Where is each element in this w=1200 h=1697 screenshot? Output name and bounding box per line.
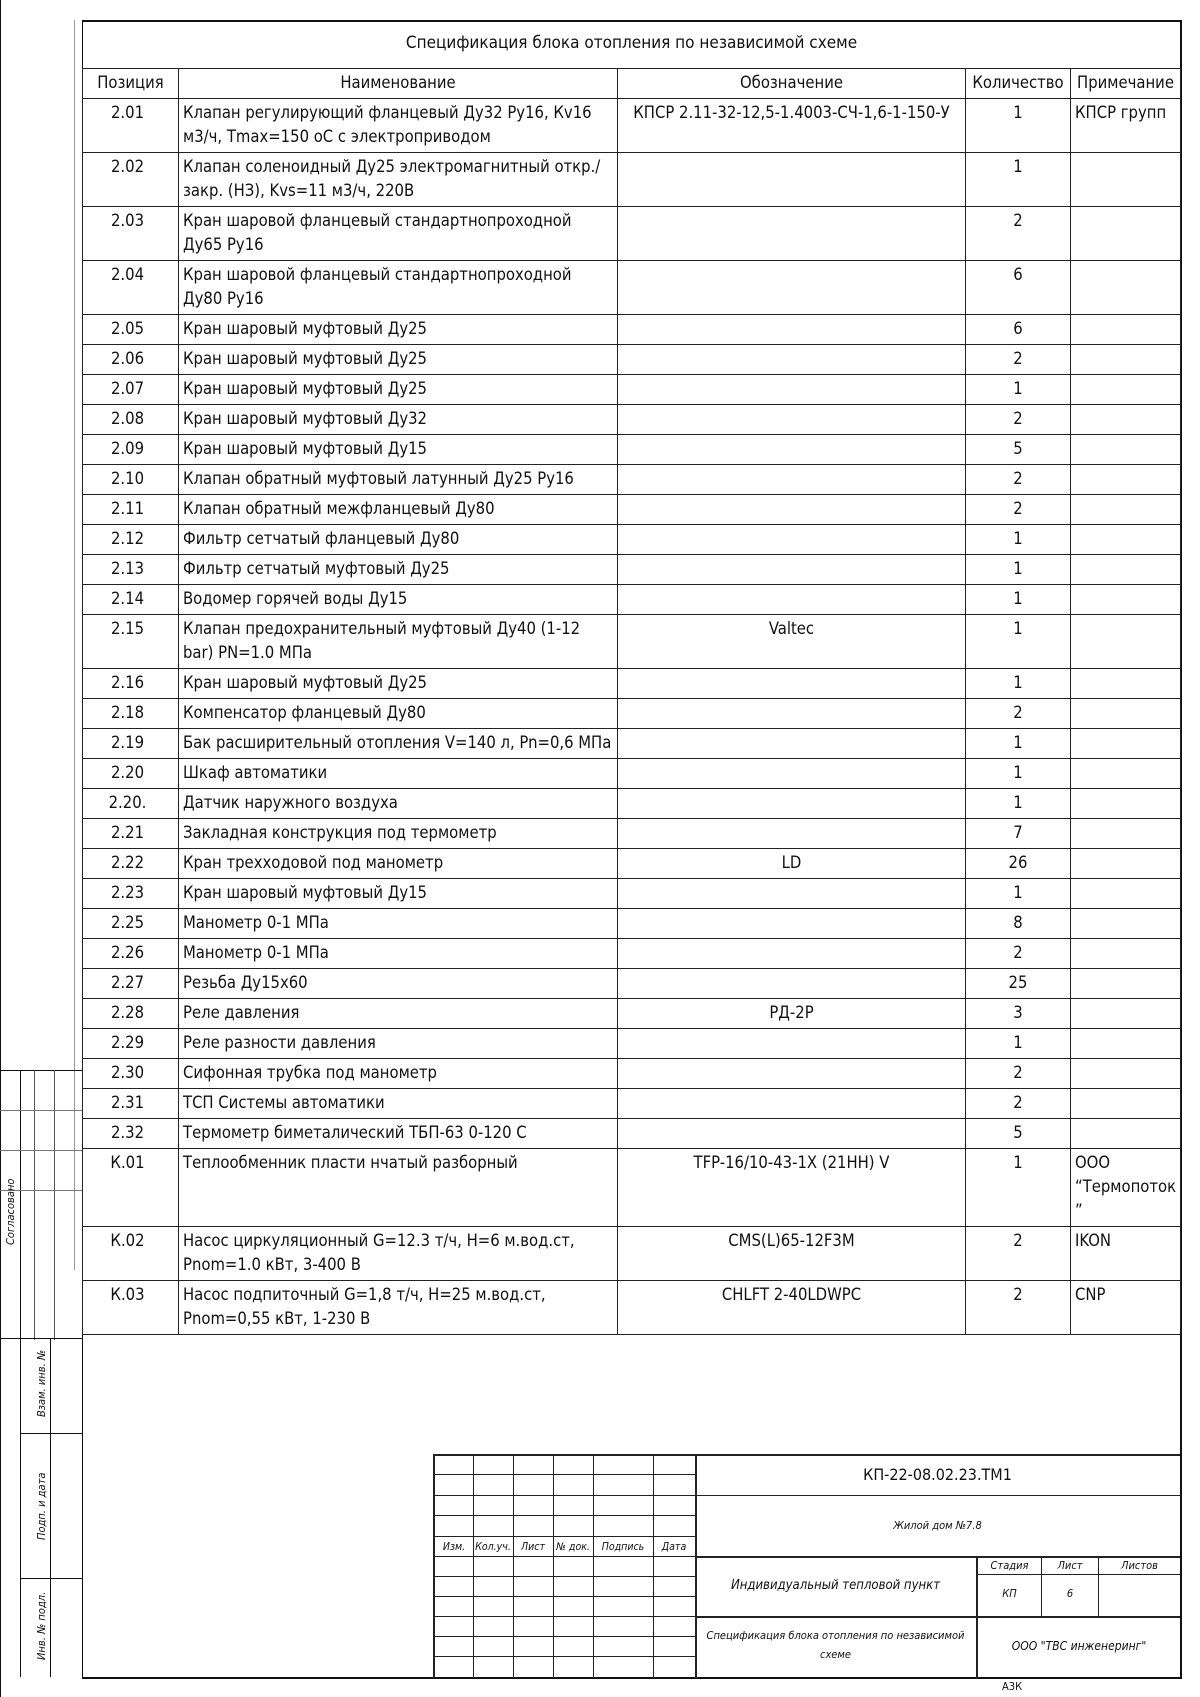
quantity-cell: 2 [966, 1227, 1071, 1281]
position-cell: 2.22 [83, 849, 179, 879]
col-header-designation: Обозначение [618, 69, 966, 99]
name-cell: Манометр 0-1 МПа [179, 909, 618, 939]
position-cell: 2.16 [83, 669, 179, 699]
header-row [83, 69, 1181, 99]
side-stamp-col1 [20, 1070, 21, 1677]
quantity-cell: 2 [966, 1059, 1071, 1089]
col-label-izm: Изм. [442, 1541, 466, 1553]
position-cell: 2.08 [83, 405, 179, 435]
name-cell: Сифонная трубка под манометр [179, 1059, 618, 1089]
quantity-cell: 25 [966, 969, 1071, 999]
col-header-note: Примечание [1071, 69, 1181, 99]
side-agreed-label: Согласовано [4, 1178, 17, 1245]
note-cell [1071, 849, 1181, 879]
table-row [83, 789, 1181, 819]
name-cell: Реле разности давления [179, 1029, 618, 1059]
name-cell: Насос циркуляционный G=12.3 т/ч, Н=6 м.вод.ст, Рnom=1.0 кВт, 3-400 В [179, 1227, 618, 1281]
note-cell [1071, 729, 1181, 759]
name-cell: Кран шаровый муфтовый Ду15 [179, 435, 618, 465]
position-cell: 2.10 [83, 465, 179, 495]
name-cell: Кран шаровой фланцевый стандартнопроходной Ду80 Ру16 [179, 261, 618, 315]
object-name: Индивидуальный тепловой пункт [730, 1578, 941, 1593]
designation-cell [618, 555, 966, 585]
position-cell: 2.04 [83, 261, 179, 315]
quantity-cell: 1 [966, 525, 1071, 555]
note-cell [1071, 789, 1181, 819]
name-cell: Фильтр сетчатый муфтовый Ду25 [179, 555, 618, 585]
table-row [83, 345, 1181, 375]
quantity-cell: 1 [966, 153, 1071, 207]
quantity-cell: 1 [966, 615, 1071, 669]
position-cell: 2.26 [83, 939, 179, 969]
note-cell [1071, 495, 1181, 525]
designation-cell [618, 1089, 966, 1119]
spec-title: Спецификация блока отопления по независимой схеме [83, 20, 1181, 69]
designation-cell [618, 789, 966, 819]
position-cell: 2.29 [83, 1029, 179, 1059]
title-block [433, 1454, 1180, 1679]
side-stamp-sep2 [20, 1433, 82, 1434]
note-cell [1071, 1029, 1181, 1059]
designation-cell: CHLFT 2-40LDWPC [618, 1281, 966, 1335]
table-row [83, 1089, 1181, 1119]
name-cell: Клапан обратный межфланцевый Ду80 [179, 495, 618, 525]
side-rows-guide-2 [0, 1150, 82, 1151]
table-row [83, 435, 1181, 465]
quantity-cell: 1 [966, 669, 1071, 699]
note-cell [1071, 555, 1181, 585]
quantity-cell: 1 [966, 789, 1071, 819]
quantity-cell: 2 [966, 495, 1071, 525]
designation-cell [618, 939, 966, 969]
thin-left-guide [74, 20, 75, 1270]
note-cell: CNP [1071, 1281, 1181, 1335]
note-cell [1071, 939, 1181, 969]
position-cell: К.02 [83, 1227, 179, 1281]
name-cell: Кран шаровый муфтовый Ду25 [179, 669, 618, 699]
note-cell [1071, 909, 1181, 939]
building-name: Жилой дом №7.8 [893, 1519, 982, 1532]
table-row [83, 1149, 1181, 1227]
col-label-sign: Подпись [601, 1541, 645, 1553]
stage-label: Стадия [990, 1559, 1029, 1572]
note-cell [1071, 759, 1181, 789]
table-row [83, 207, 1181, 261]
name-cell: ТСП Системы автоматики [179, 1089, 618, 1119]
quantity-cell: 2 [966, 405, 1071, 435]
table-row [83, 729, 1181, 759]
designation-cell [618, 435, 966, 465]
table-row [83, 405, 1181, 435]
quantity-cell: 2 [966, 1089, 1071, 1119]
drawing-title-line-1: Спецификация блока отопления по независимой [706, 1629, 965, 1642]
table-row [83, 153, 1181, 207]
note-cell [1071, 153, 1181, 207]
table-row [83, 375, 1181, 405]
position-cell: 2.27 [83, 969, 179, 999]
position-cell: 2.20 [83, 759, 179, 789]
table-row [83, 879, 1181, 909]
name-cell: Фильтр сетчатый фланцевый Ду80 [179, 525, 618, 555]
designation-cell: КПСР 2.11-32-12,5-1.4003-СЧ-1,6-1-150-У [618, 99, 966, 153]
note-cell [1071, 261, 1181, 315]
quantity-cell: 1 [966, 1029, 1071, 1059]
position-cell: 2.28 [83, 999, 179, 1029]
designation-cell [618, 153, 966, 207]
designation-cell [618, 315, 966, 345]
name-cell: Кран шаровый муфтовый Ду15 [179, 879, 618, 909]
note-cell [1071, 819, 1181, 849]
sheet-label: Лист [1057, 1559, 1083, 1572]
position-cell: 2.09 [83, 435, 179, 465]
position-cell: 2.14 [83, 585, 179, 615]
name-cell: Клапан предохранительный муфтовый Ду40 (1-12 bar) PN=1.0 МПа [179, 615, 618, 669]
quantity-cell: 1 [966, 555, 1071, 585]
name-cell: Реле давления [179, 999, 618, 1029]
doc-code: КП-22-08.02.23.ТМ1 [863, 1465, 1012, 1484]
designation-cell [618, 699, 966, 729]
name-cell: Кран шаровой фланцевый стандартнопроходной Ду65 Ру16 [179, 207, 618, 261]
table-row [83, 261, 1181, 315]
format-label: А3К [1002, 1680, 1023, 1693]
table-row [83, 495, 1181, 525]
note-cell [1071, 879, 1181, 909]
name-cell: Клапан обратный муфтовый латунный Ду25 Ру16 [179, 465, 618, 495]
col-label-kol: Кол.уч. [475, 1541, 511, 1553]
position-cell: 2.31 [83, 1089, 179, 1119]
table-row [83, 1227, 1181, 1281]
position-cell: 2.12 [83, 525, 179, 555]
name-cell: Датчик наружного воздуха [179, 789, 618, 819]
position-cell: 2.11 [83, 495, 179, 525]
position-cell: 2.05 [83, 315, 179, 345]
position-cell: 2.32 [83, 1119, 179, 1149]
name-cell: Шкаф автоматики [179, 759, 618, 789]
name-cell: Кран шаровый муфтовый Ду25 [179, 375, 618, 405]
designation-cell [618, 1059, 966, 1089]
note-cell: IKON [1071, 1227, 1181, 1281]
quantity-cell: 2 [966, 345, 1071, 375]
note-cell [1071, 585, 1181, 615]
quantity-cell: 8 [966, 909, 1071, 939]
sheets-label: Листов [1121, 1559, 1158, 1572]
table-row [83, 585, 1181, 615]
side-stamp-top [0, 1070, 82, 1071]
specification-table-wrap [82, 20, 1180, 1335]
table-row [83, 615, 1181, 669]
note-cell [1071, 615, 1181, 669]
designation-cell [618, 969, 966, 999]
table-row [83, 465, 1181, 495]
name-cell: Насос подпиточный G=1,8 т/ч, Н=25 м.вод.ст, Рnom=0,55 кВт, 1-230 В [179, 1281, 618, 1335]
col-header-name: Наименование [179, 69, 618, 99]
name-cell: Закладная конструкция под термометр [179, 819, 618, 849]
table-row [83, 939, 1181, 969]
name-cell: Манометр 0-1 МПа [179, 939, 618, 969]
note-cell [1071, 465, 1181, 495]
position-cell: 2.02 [83, 153, 179, 207]
position-cell: 2.01 [83, 99, 179, 153]
designation-cell [618, 345, 966, 375]
table-row [83, 969, 1181, 999]
position-cell: 2.13 [83, 555, 179, 585]
quantity-cell: 2 [966, 939, 1071, 969]
designation-cell [618, 1029, 966, 1059]
company-name: ООО "ТВС инженеринг" [1011, 1639, 1147, 1653]
quantity-cell: 7 [966, 819, 1071, 849]
table-row [83, 759, 1181, 789]
quantity-cell: 1 [966, 1149, 1071, 1227]
name-cell: Кран шаровый муфтовый Ду25 [179, 345, 618, 375]
quantity-cell: 1 [966, 729, 1071, 759]
note-cell [1071, 405, 1181, 435]
position-cell: К.03 [83, 1281, 179, 1335]
quantity-cell: 6 [966, 315, 1071, 345]
stage-value: КП [1002, 1587, 1017, 1600]
quantity-cell: 1 [966, 759, 1071, 789]
designation-cell [618, 405, 966, 435]
position-cell: 2.18 [83, 699, 179, 729]
designation-cell [618, 1119, 966, 1149]
quantity-cell: 1 [966, 99, 1071, 153]
designation-cell [618, 759, 966, 789]
note-cell [1071, 1119, 1181, 1149]
name-cell: Компенсатор фланцевый Ду80 [179, 699, 618, 729]
designation-cell [618, 585, 966, 615]
table-row [83, 315, 1181, 345]
position-cell: 2.23 [83, 879, 179, 909]
name-cell: Бак расширительный отопления V=140 л, Pn=0,6 МПа [179, 729, 618, 759]
note-cell [1071, 999, 1181, 1029]
quantity-cell: 2 [966, 699, 1071, 729]
table-row [83, 669, 1181, 699]
designation-cell: РД-2Р [618, 999, 966, 1029]
note-cell [1071, 375, 1181, 405]
quantity-cell: 5 [966, 435, 1071, 465]
position-cell: 2.15 [83, 615, 179, 669]
table-row [83, 909, 1181, 939]
designation-cell: CMS(L)65-12F3M [618, 1227, 966, 1281]
col-label-doc: № док. [556, 1541, 590, 1553]
quantity-cell: 1 [966, 585, 1071, 615]
position-cell: 2.19 [83, 729, 179, 759]
quantity-cell: 1 [966, 879, 1071, 909]
quantity-cell: 26 [966, 849, 1071, 879]
note-cell [1071, 669, 1181, 699]
name-cell: Резьба Ду15х60 [179, 969, 618, 999]
designation-cell [618, 261, 966, 315]
note-cell [1071, 525, 1181, 555]
designation-cell [618, 879, 966, 909]
position-cell: 2.20. [83, 789, 179, 819]
col-header-position: Позиция [83, 69, 179, 99]
quantity-cell: 3 [966, 999, 1071, 1029]
frame-left [0, 0, 1, 1697]
specification-table [82, 20, 1181, 1335]
designation-cell [618, 525, 966, 555]
designation-cell: LD [618, 849, 966, 879]
table-row [83, 849, 1181, 879]
side-rows-guide [0, 1110, 82, 1111]
position-cell: 2.21 [83, 819, 179, 849]
col-header-quantity: Количество [966, 69, 1071, 99]
position-cell: 2.03 [83, 207, 179, 261]
note-cell: ООО “Термопоток ” [1071, 1149, 1181, 1227]
side-inv-swap-label: Взам. инв. № [35, 1349, 48, 1417]
quantity-cell: 1 [966, 375, 1071, 405]
designation-cell [618, 495, 966, 525]
note-cell [1071, 345, 1181, 375]
name-cell: Клапан регулирующий фланцевый Ду32 Ру16, Кv16 м3/ч, Tmax=150 оС с электроприводом [179, 99, 618, 153]
name-cell: Кран шаровый муфтовый Ду25 [179, 315, 618, 345]
position-cell: 2.07 [83, 375, 179, 405]
designation-cell [618, 465, 966, 495]
designation-cell [618, 729, 966, 759]
table-row [83, 1059, 1181, 1089]
note-cell [1071, 207, 1181, 261]
table-row [83, 1281, 1181, 1335]
table-row [83, 99, 1181, 153]
designation-cell: Valtec [618, 615, 966, 669]
name-cell: Кран трехходовой под манометр [179, 849, 618, 879]
side-stamp-inner [50, 1338, 51, 1677]
note-cell [1071, 435, 1181, 465]
table-row [83, 819, 1181, 849]
name-cell: Клапан соленоидный Ду25 электромагнитный откр./закр. (НЗ), Kvs=11 м3/ч, 220В [179, 153, 618, 207]
name-cell: Кран шаровый муфтовый Ду32 [179, 405, 618, 435]
sheet-value: 6 [1066, 1587, 1074, 1600]
side-stamp-sep3 [20, 1578, 82, 1579]
quantity-cell: 2 [966, 465, 1071, 495]
position-cell: 2.25 [83, 909, 179, 939]
name-cell: Термометр биметалический ТБП-63 0-120 С [179, 1119, 618, 1149]
note-cell [1071, 315, 1181, 345]
table-row [83, 1119, 1181, 1149]
drawing-title-line-2: схеме [820, 1648, 851, 1661]
designation-cell [618, 669, 966, 699]
note-cell [1071, 1059, 1181, 1089]
table-row [83, 555, 1181, 585]
note-cell [1071, 1089, 1181, 1119]
name-cell: Теплообменник пласти нчатый разборный [179, 1149, 618, 1227]
quantity-cell: 2 [966, 1281, 1071, 1335]
col-label-list: Лист [521, 1541, 545, 1553]
table-row [83, 1029, 1181, 1059]
specification-body [83, 99, 1181, 1335]
name-cell: Водомер горячей воды Ду15 [179, 585, 618, 615]
quantity-cell: 6 [966, 261, 1071, 315]
table-row [83, 699, 1181, 729]
side-sign-date-label: Подп. и дата [35, 1472, 48, 1540]
designation-cell [618, 207, 966, 261]
quantity-cell: 2 [966, 207, 1071, 261]
designation-cell [618, 375, 966, 405]
quantity-cell: 5 [966, 1119, 1071, 1149]
note-cell [1071, 699, 1181, 729]
designation-cell [618, 819, 966, 849]
note-cell: КПСР групп [1071, 99, 1181, 153]
side-stamp-sep1 [0, 1338, 82, 1339]
col-label-date: Дата [661, 1541, 687, 1553]
side-inv-orig-label: Инв. № подл. [35, 1591, 48, 1660]
designation-cell [618, 909, 966, 939]
designation-cell: TFP-16/10-43-1X (21НН) V [618, 1149, 966, 1227]
position-cell: 2.30 [83, 1059, 179, 1089]
position-cell: 2.06 [83, 345, 179, 375]
position-cell: К.01 [83, 1149, 179, 1227]
table-row [83, 999, 1181, 1029]
table-row [83, 525, 1181, 555]
note-cell [1071, 969, 1181, 999]
